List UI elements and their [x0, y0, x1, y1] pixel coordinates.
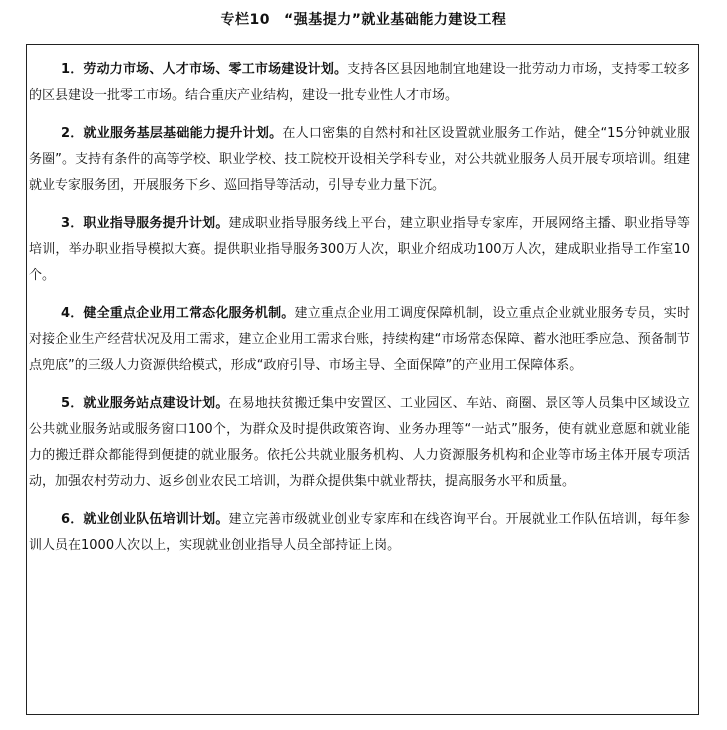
plan-item-body: 建立重点企业用工调度保障机制，设立重点企业就业服务专员，实时对接企业生产经营状况及用工需求，建立企业用工需求台账，持续构建“市场常态保障、蓄水池旺季应急、预备制节点兜底”的三级人力资源供给模式，形成“政府引导、市场主导、全面保障”的产业用工保障体系。 — [29, 306, 690, 373]
plan-item-4 — [29, 301, 690, 379]
plan-item-2 — [29, 121, 690, 199]
plan-item-heading: 3．职业指导服务提升计划。 — [61, 216, 229, 231]
plan-item-body: 支持各区县因地制宜地建设一批劳动力市场，支持零工较多的区县建设一批零工市场。结合重庆产业结构，建设一批专业性人才市场。 — [29, 62, 690, 103]
plan-item-body: 建成职业指导服务线上平台，建立职业指导专家库，开展网络主播、职业指导等培训，举办职业指导模拟大赛。提供职业指导服务300万人次，职业介绍成功100万人次，建成职业指导工作室10个。 — [29, 216, 690, 283]
project-name: “强基提力”就业基础能力建设工程 — [284, 12, 507, 28]
plan-item-heading: 2．就业服务基层基础能力提升计划。 — [61, 126, 283, 141]
plan-item-3 — [29, 211, 690, 289]
plan-item-heading: 1．劳动力市场、人才市场、零工市场建设计划。 — [61, 62, 348, 77]
plan-item-body: 在易地扶贫搬迁集中安置区、工业园区、车站、商圈、景区等人员集中区域设立公共就业服务站或服务窗口100个，为群众及时提供政策咨询、业务办理等“一站式”服务，使有就业意愿和就业能力的搬迁群众都能得到便捷的就业服务。依托公共就业服务机构、人力资源服务机构和企业等市场主体开展专项活动，加强农村劳动力、返乡创业农民工培训，为群众提供集中就业帮扶，提高服务水平和质量。 — [29, 396, 690, 489]
box-title — [0, 9, 727, 29]
plan-item-heading: 6．就业创业队伍培训计划。 — [61, 512, 229, 527]
plan-item-body: 建立完善市级就业创业专家库和在线咨询平台。开展就业工作队伍培训，每年参训人员在1000人次以上，实现就业创业指导人员全部持证上岗。 — [29, 512, 690, 553]
plan-item-6 — [29, 507, 690, 559]
plan-item-5 — [29, 391, 690, 495]
column-number: 专栏10 — [220, 12, 271, 28]
plan-item-body: 在人口密集的自然村和社区设置就业服务工作站，健全“15分钟就业服务圈”。支持有条件的高等学校、职业学校、技工院校开设相关学科专业，对公共就业服务人员开展专项培训。组建就业专家服务团，开展服务下乡、巡回指导等活动，引导专业力量下沉。 — [29, 126, 690, 193]
plan-item-heading: 5．就业服务站点建设计划。 — [61, 396, 229, 411]
content-box — [26, 44, 699, 715]
plan-item-1 — [29, 57, 690, 109]
plan-item-heading: 4．健全重点企业用工常态化服务机制。 — [61, 306, 295, 321]
